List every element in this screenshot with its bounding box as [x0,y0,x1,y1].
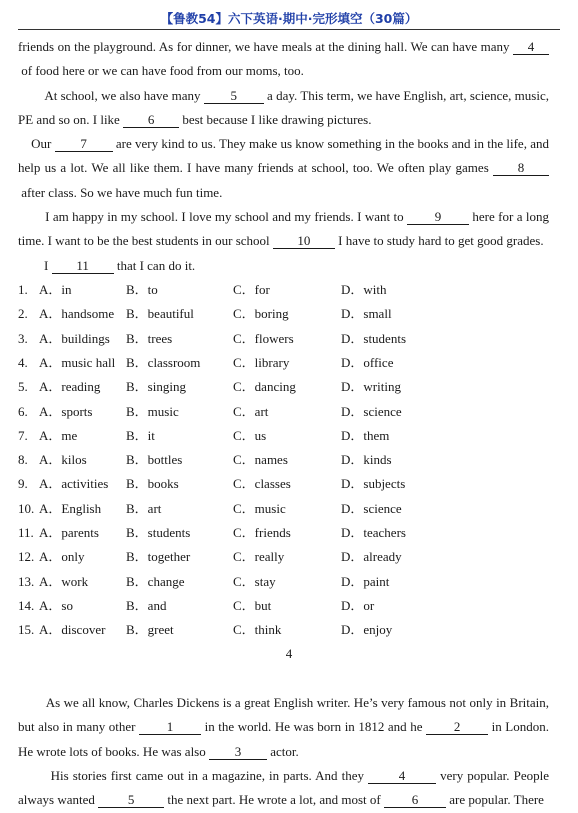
option-a: A．kilos [39,452,87,468]
question-number: 4. [18,354,28,370]
question-number: 12. [18,549,35,565]
option-a: A．only [39,549,85,565]
question-number: 6. [18,403,28,419]
paragraph-friends: friends on the playground. As for dinner, we have meals at the dining hall. We can have many 4 of food here or we can have food from our moms, too. [18,35,549,84]
option-d: D．enjoy [341,622,393,638]
question-row [18,594,558,618]
option-a: A．English [39,500,102,516]
option-d: D．science [341,403,402,419]
option-b: B．beautiful [126,306,194,322]
answer-blank-8: 8 [493,161,549,176]
paragraph-dickens-stories: His stories first came out in a magazine, in parts. And they 4 very popular. People always wanted 5 the next part. He wrote a lot, and most of 6 are popular. There [18,768,549,808]
answer-blank-6: 6 [384,793,446,808]
option-b: B．art [126,500,162,516]
option-a: A．reading [39,379,101,395]
option-d: D．writing [341,379,401,395]
question-row [18,448,558,472]
question-row [18,351,558,375]
option-c: C．names [233,452,288,468]
question-number: 13. [18,573,35,589]
question-number: 11. [18,525,34,540]
question-row [18,302,558,326]
option-b: B．trees [126,330,173,346]
option-b: B．greet [126,622,174,638]
option-c: C．art [233,403,269,419]
option-d: D．or [341,597,375,613]
option-d: D．teachers [341,525,406,540]
answer-blank-11: 11 [52,259,114,274]
option-a: A．activities [39,476,109,492]
option-b: B．it [126,427,155,443]
answer-blank-3: 3 [209,745,267,760]
option-a: A．music hall [39,354,116,370]
option-c: C．for [233,282,270,297]
question-number: 7. [18,427,28,443]
option-d: D．students [341,330,407,346]
option-c: C．think [233,622,282,638]
answer-blank-4: 4 [368,769,436,784]
paragraph-school-subjects: At school, we also have many 5 a day. This term, we have English, art, science, music, PE and so on. I like 6 best because I like drawing pictures. [18,88,549,128]
option-c: C．boring [233,306,289,322]
answer-blank-5: 5 [98,793,164,808]
option-d: D．kinds [341,452,392,468]
option-c: C．dancing [233,379,296,395]
page-number: 4 [285,646,293,661]
question-number: 15. [18,622,35,638]
option-b: B．together [126,549,191,565]
option-d: D．with [341,282,387,297]
option-c: C．classes [233,476,291,492]
question-number: 8. [18,452,28,468]
option-b: B．music [126,403,179,419]
option-b: B．bottles [126,452,183,468]
question-number: 2. [18,306,28,322]
option-c: C．us [233,427,267,443]
option-b: B．and [126,597,167,613]
option-b: B．books [126,476,179,492]
document-header: 【鲁教54】六下英语·期中·完形填空（30篇） [160,11,418,26]
question-number: 3. [18,330,28,346]
question-row [18,545,558,569]
option-b: B．singing [126,379,186,395]
answer-blank-6: 6 [123,113,179,128]
question-number: 10. [18,500,35,516]
paragraph-closing: I 11 that I can do it. [18,258,196,273]
question-number: 9. [18,476,28,492]
option-d: D．paint [341,573,390,589]
question-row [18,400,558,424]
answer-blank-1: 1 [139,720,201,735]
paragraph-teachers: Our 7 are very kind to us. They make us know something in the books and in the life, and help us a lot. We all like them. I have many friends at school, too. We often play games 8 after class. So we have much fun time. [18,136,549,200]
option-d: D．office [341,354,394,370]
option-b: B．students [126,525,191,540]
question-number: 1. [18,282,28,297]
option-a: A．parents [39,525,99,540]
answer-blank-5: 5 [204,89,264,104]
option-b: B．classroom [126,354,201,370]
option-a: A．handsome [39,306,115,322]
question-row [18,375,558,399]
option-a: A．discover [39,622,106,638]
paragraph-dickens-intro: As we all know, Charles Dickens is a great English writer. He’s very famous not only in Britain, but also in many other 1 in the world. He was born in 1812 and he 2 in London. He wrote lots of books. He was also 3 actor. [18,695,549,759]
option-c: C．friends [233,525,291,540]
option-c: C．stay [233,573,276,589]
question-row [18,424,558,448]
option-a: A．sports [39,403,93,419]
question-row [18,327,558,351]
option-c: C．music [233,500,286,516]
option-b: B．change [126,573,185,589]
answer-blank-10: 10 [273,234,335,249]
option-a: A．buildings [39,330,110,346]
option-c: C．flowers [233,330,294,346]
question-number: 14. [18,597,35,613]
answer-blank-7: 7 [55,137,113,152]
paragraph-happy: I am happy in my school. I love my school and my friends. I want to 9 here for a long time. I want to be the best students in our school 10 I have to study hard to get good grades. [18,209,549,249]
header-divider [18,29,560,30]
answer-blank-4: 4 [513,40,549,55]
option-c: C．library [233,354,290,370]
option-c: C．but [233,597,272,613]
option-d: D．already [341,549,402,565]
option-d: D．them [341,427,390,443]
question-number: 5. [18,379,28,395]
answer-blank-2: 2 [426,720,488,735]
question-row [18,278,558,302]
option-d: D．subjects [341,476,406,492]
option-c: C．really [233,549,285,565]
question-row [18,472,558,496]
question-row [18,497,558,521]
option-a: A．work [39,573,89,589]
option-a: A．so [39,597,73,613]
option-d: D．small [341,306,392,322]
option-a: A．me [39,427,78,443]
option-b: B．to [126,282,158,297]
option-a: A．in [39,282,72,297]
question-row [18,521,558,545]
question-row [18,618,558,642]
option-d: D．science [341,500,402,516]
question-row [18,570,558,594]
answer-blank-9: 9 [407,210,469,225]
